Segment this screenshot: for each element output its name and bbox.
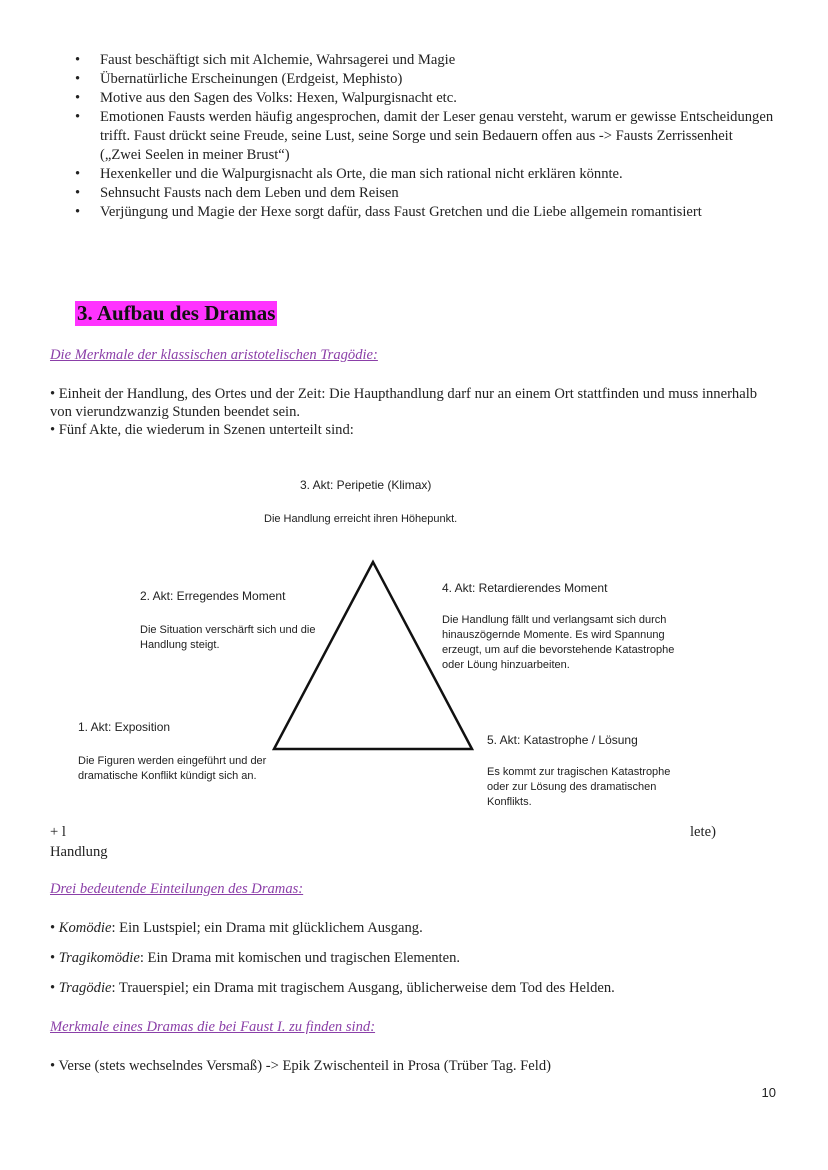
cut-text-handlung: Handlung xyxy=(50,844,108,860)
section-heading: 3. Aufbau des Dramas xyxy=(77,301,276,325)
akt3-text: Die Handlung erreicht ihren Höhepunkt. xyxy=(264,513,458,525)
paragraph-unity: • Einheit der Handlung, des Ortes und der Zeit: Die Haupthandlung darf nur an einem Ort stattfinden und muss innerhalb von vierundzwanzig Stunden beendet sein. xyxy=(50,386,758,420)
akt2-title: 2. Akt: Erregendes Moment xyxy=(140,589,286,603)
subheading-aristotelian: Die Merkmale der klassischen aristotelischen Tragödie: xyxy=(50,347,378,363)
akt1-text: Die Figuren werden eingeführt und der dramatische Konflikt kündigt sich an. xyxy=(78,755,267,782)
list-item: • Motive aus den Sagen des Volks: Hexen, Walpurgisnacht etc. xyxy=(75,89,775,108)
akt1-title: 1. Akt: Exposition xyxy=(78,720,171,734)
cut-text-left: + l xyxy=(50,824,66,840)
akt4-title: 4. Akt: Retardierendes Moment xyxy=(442,581,608,595)
genre-name: Tragikomödie xyxy=(58,950,140,966)
genre-description: : Ein Lustspiel; ein Drama mit glücklichem Ausgang. xyxy=(111,920,423,936)
genre-name: Tragödie xyxy=(58,980,112,996)
genre-description: : Trauerspiel; ein Drama mit tragischem Ausgang, üblicherweise dem Tod des Helden. xyxy=(111,980,615,996)
genre-item: • Komödie: Ein Lustspiel; ein Drama mit glücklichem Ausgang. xyxy=(50,920,423,936)
paragraph-verse: • Verse (stets wechselndes Versmaß) -> Epik Zwischenteil in Prosa (Trüber Tag. Feld) xyxy=(50,1058,551,1074)
akt4-text: Die Handlung fällt und verlangsamt sich durch hinauszögernde Momente. Es wird Spannung erzeugt, um auf die bevorstehende Katastrophe oder Löung hinzuarbeiten. xyxy=(442,614,675,671)
genre-item: • Tragödie: Trauerspiel; ein Drama mit tragischem Ausgang, üblicherweise dem Tod des Helden. xyxy=(50,980,615,996)
paragraph-five-acts: • Fünf Akte, die wiederum in Szenen unterteilt sind: xyxy=(50,422,354,438)
list-item: • Emotionen Fausts werden häufig angesprochen, damit der Leser genau versteht, warum er gewisse Entscheidungen trifft. Faust drückt seine Freude, seine Lust, seine Sorge und sein Bedauern offen aus -> Fausts Zerrissenheit („Zwei Seelen in meiner Brust“) xyxy=(75,108,775,165)
list-item: • Verjüngung und Magie der Hexe sorgt dafür, dass Faust Gretchen und die Liebe allgemein romantisiert xyxy=(75,203,775,222)
list-item: • Übernatürliche Erscheinungen (Erdgeist, Mephisto) xyxy=(75,70,775,89)
cut-text-right: lete) xyxy=(690,824,716,840)
akt3-title: 3. Akt: Peripetie (Klimax) xyxy=(300,478,432,492)
subheading-faust-features: Merkmale eines Dramas die bei Faust I. zu finden sind: xyxy=(50,1019,376,1035)
genre-description: : Ein Drama mit komischen und tragischen Elementen. xyxy=(139,950,461,966)
akt2-text: Die Situation verschärft sich und die Handlung steigt. xyxy=(140,624,316,651)
list-item: • Hexenkeller und die Walpurgisnacht als Orte, die man sich rational nicht erklären könnte. xyxy=(75,165,775,184)
page-number: 10 xyxy=(761,1085,776,1100)
akt5-title: 5. Akt: Katastrophe / Lösung xyxy=(487,733,638,747)
list-item: • Sehnsucht Fausts nach dem Leben und dem Reisen xyxy=(75,184,775,203)
akt5-text: Es kommt zur tragischen Katastrophe oder zur Lösung des dramatischen Konflikts. xyxy=(487,766,671,808)
list-item: • Faust beschäftigt sich mit Alchemie, Wahrsagerei und Magie xyxy=(75,51,775,70)
subheading-genres: Drei bedeutende Einteilungen des Dramas: xyxy=(50,881,304,897)
genre-name: Komödie xyxy=(58,920,112,936)
genre-item: • Tragikomödie: Ein Drama mit komischen und tragischen Elementen. xyxy=(50,950,461,966)
